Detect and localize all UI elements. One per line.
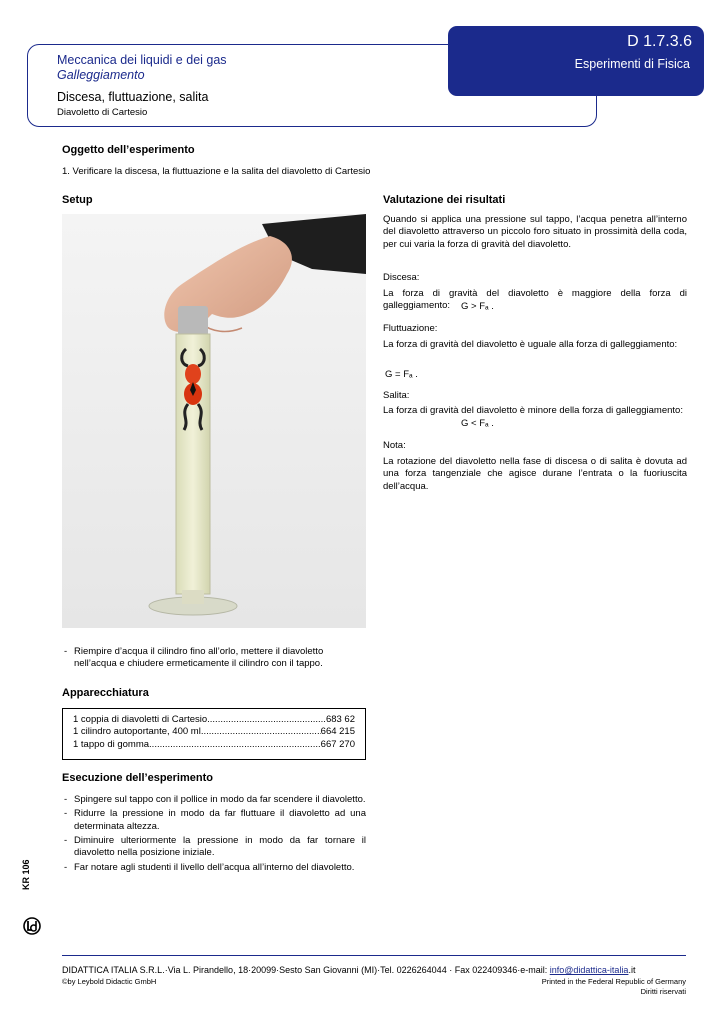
footer-rights: Diritti riservati bbox=[640, 987, 686, 996]
footer-address-text: DIDATTICA ITALIA S.R.L.·Via L. Pirandello, 18·20099·Sesto San Giovanni (MI)·Tel. 0226264044 · Fax 022409346·e-mail: bbox=[62, 965, 550, 975]
equipment-row bbox=[73, 739, 355, 751]
evaluation-intro: Quando si applica una pressione sul tappo, l’acqua penetra all’interno del diavoletto attraverso un piccolo foro situato in prossimità della coda, per cui varia la forza di gravità del diavoletto. bbox=[383, 214, 687, 250]
document-category: Esperimenti di Fisica bbox=[574, 57, 690, 71]
footer-address bbox=[62, 965, 635, 975]
rise-label: Salita: bbox=[383, 390, 410, 401]
execution-heading: Esecuzione dell’esperimento bbox=[62, 772, 213, 784]
header-tag bbox=[448, 26, 704, 96]
leader-dots bbox=[201, 726, 321, 738]
header-title: Meccanica dei liquidi e dei gas bbox=[57, 53, 227, 67]
side-code: KR 106 bbox=[21, 859, 31, 890]
rise-formula: G < Fₐ . bbox=[461, 418, 494, 429]
descent-formula: G > Fₐ . bbox=[461, 301, 494, 312]
equipment-row bbox=[73, 714, 355, 726]
execution-step: - Ridurre la pressione in modo da far fluttuare il diavoletto ad una determinata altezza. bbox=[62, 808, 366, 833]
equipment-code: 683 62 bbox=[325, 714, 355, 725]
equipment-code: 664 215 bbox=[320, 726, 355, 738]
equipment-name: 1 tappo di gomma bbox=[73, 738, 150, 750]
equipment-code: 667 270 bbox=[320, 738, 355, 750]
setup-heading: Setup bbox=[62, 194, 93, 206]
equipment-row bbox=[73, 726, 355, 738]
descent-label: Discesa: bbox=[383, 272, 420, 283]
ld-logo-icon bbox=[22, 916, 42, 936]
setup-notes bbox=[62, 646, 366, 673]
footer-copyright: ©by Leybold Didactic GmbH bbox=[62, 977, 157, 986]
descent-text: La forza di gravità del diavoletto è maggiore della forza di galleggiamento: bbox=[383, 288, 687, 312]
execution-step: - Far notare agli studenti il livello dell’acqua all’interno del diavoletto. bbox=[62, 862, 366, 874]
execution-step: - Spingere sul tappo con il pollice in modo da far scendere il diavoletto. bbox=[62, 794, 366, 806]
footer-printed: Printed in the Federal Republic of Germany bbox=[541, 977, 686, 986]
header-topic-sub: Diavoletto di Cartesio bbox=[57, 107, 148, 118]
rise-text: La forza di gravità del diavoletto è minore della forza di galleggiamento: bbox=[383, 405, 683, 416]
setup-note: - Riempire d’acqua il cilindro fino all’orlo, mettere il diavoletto nell’acqua e chiudere ermeticamente il cilindro con il tappo. bbox=[62, 646, 366, 671]
footer-email-suffix: .it bbox=[628, 965, 636, 975]
object-heading: Oggetto dell’esperimento bbox=[62, 144, 195, 156]
equipment-box bbox=[62, 708, 366, 760]
float-text: La forza di gravità del diavoletto è uguale alla forza di galleggiamento: bbox=[383, 339, 678, 350]
float-label: Fluttuazione: bbox=[383, 323, 438, 334]
header-subtitle: Galleggiamento bbox=[57, 68, 145, 82]
leader-dots bbox=[149, 739, 321, 751]
footer-divider bbox=[62, 955, 686, 956]
equipment-name: 1 coppia di diavoletti di Cartesio bbox=[73, 714, 208, 725]
document-code: D 1.7.3.6 bbox=[627, 33, 692, 50]
object-item: 1. Verificare la discesa, la fluttuazione e la salita del diavoletto di Cartesio bbox=[62, 166, 371, 177]
equipment-name: 1 cilindro autoportante, 400 ml bbox=[73, 726, 201, 738]
float-formula: G = Fₐ . bbox=[385, 369, 418, 380]
setup-photo bbox=[62, 214, 366, 628]
leader-dots bbox=[207, 714, 326, 726]
evaluation-heading: Valutazione dei risultati bbox=[383, 194, 506, 206]
execution-step: - Diminuire ulteriormente la pressione in modo da far tornare il diavoletto nella posizione iniziale. bbox=[62, 835, 366, 860]
note-text: La rotazione del diavoletto nella fase di discesa o di salita è dovuta ad una forza tangenziale che agisce durane l’entrata o la fuoriuscita dell’acqua. bbox=[383, 456, 687, 492]
header-topic: Discesa, fluttuazione, salita bbox=[57, 90, 209, 104]
footer-email-link[interactable]: info@didattica-italia bbox=[549, 965, 629, 975]
note-label: Nota: bbox=[383, 440, 406, 451]
execution-steps bbox=[62, 794, 366, 876]
equipment-heading: Apparecchiatura bbox=[62, 687, 149, 699]
